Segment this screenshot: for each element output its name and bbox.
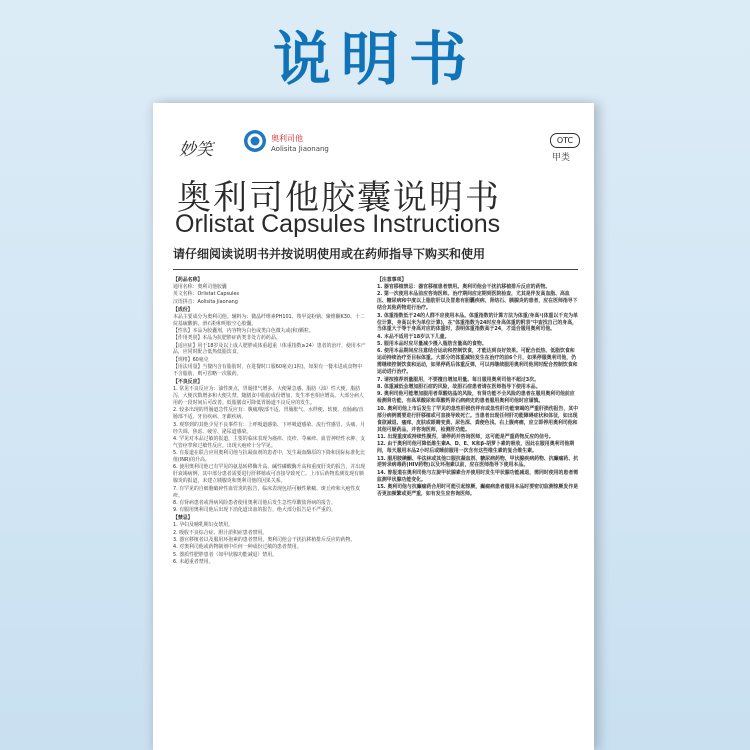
title-english: Orlistat Capsules Instructions	[175, 210, 501, 238]
paragraph: 【作用类别】本品为抗肥胖症药类非处方药药品。	[173, 335, 281, 342]
paragraph: 汉语拼音：Aolisita Jiaonang	[173, 298, 238, 305]
paragraph: 【用法用量】当餐内含有脂肪时，在进餐时口服60毫克(1粒)。如果有一餐未进或食物中不含脂肪，则可省略一次服药。	[173, 364, 363, 378]
title-chinese: 奥利司他胶囊说明书	[177, 178, 501, 218]
paragraph: 【规格】60毫克	[173, 356, 209, 363]
paragraph: 4. 对奥利司他或药物制剂中任何一种成份过敏的患者禁用。	[173, 544, 302, 551]
paragraph: 15. 奥利司他与抗癫痫药合用时可能引起惊厥，癫痫病患者服用本品时要密切监测惊厥发作是否更加频繁或更严重，如有发生应咨询医师。	[377, 484, 579, 498]
paragraph: 2. 第一次使用本品前应咨询医师。治疗期间应定期到医院检查，尤其是伴发高血脂、高血压、糖尿病和中度以上脂肪肝以及冒患有胆囊疾病、肾结石、胰腺炎的患者，应在医师指导下结合其他药物进行治疗。	[377, 291, 578, 312]
paragraph: 14. 曾报道在奥利司他与左旋甲状腺素合并使用时发生甲状腺功能减退，需同时使用的患者需监测甲状腺功能变化。	[377, 469, 579, 483]
paragraph: 通用名称：奥利司他胶囊	[173, 283, 227, 290]
right-column	[377, 276, 579, 498]
paragraph: 12. 由于奥利司他可降低维生素A、D、E、K和β-胡萝卜素的吸收，因此在服用奥利司他期间，每天服用本品2小时后或睡前服用一次含有这些维生素的复合维生素。	[377, 441, 575, 455]
paragraph: 11. 出现重度或持续性腹泻，请停药并咨询医师，这可能是严重药物反应的信号。	[377, 433, 554, 440]
paragraph: 2. 吸收不良综合症、胆汁淤积症患者禁用。	[173, 529, 268, 536]
brand-badge-icon	[243, 129, 267, 157]
paragraph: 9. 奥利司他可能增加服用者草酸结晶的风险，有肾功能不全风险的患者在服用奥利司他前应检测肾功能，有高草酸尿和草酸钙肾石病病史的患者服用奥利司他时应谨慎。	[377, 391, 575, 405]
paragraph: 4. 本品不适用于18岁以下儿童。	[377, 333, 450, 340]
paragraph: 8. 体重减低会增加胆石症的风险，故胆石症患者请在医师指导下使用本品。	[377, 384, 541, 391]
paragraph: 6. 使用奥利司他已有罕见的氨基转移酶升高、碱性磷酸酶升高和重度肝炎的报告，并出现肝衰竭病例，其中部分患者需要进行肝移植或可直接导致死亡。上市后药物监测发现有胰腺炎的报道，未建立胰腺炎和奥利司他的因果关系。	[173, 464, 366, 485]
reading-notice: 请仔细阅读说明书并按说明使用或在药师指导下购买和使用	[173, 247, 486, 261]
paragraph: 【适应症】用于18岁及以上成人肥胖或体重超重（体重指数≥24）患者的治疗，使用本产品，应同时配合低热低脂饮食。	[173, 342, 366, 356]
section-heading: 【不良反应】	[173, 379, 203, 386]
brand-badge-label: 奥利司他	[271, 134, 303, 143]
section-heading: 【禁忌】	[173, 515, 193, 522]
section-heading: 【成份】	[173, 306, 193, 313]
paragraph: 6. 使用本品期间应注意结合运动和控制饮食，才能达到良好效果。可配合低热、低脂饮食和运动持续治疗至目标体重。大部分的体重减轻发生在治疗的前6个月，如果停服奥利司他，仍需继续控制饮食和运动，如果停药后体重反弹，可以再继续服用奥利司他同时配合控制饮食和运动进行治疗。	[377, 348, 578, 376]
paragraph: 10. 奥利司他上市后发生了罕见的急性肝损伤伴有或急性肝功能衰竭的严重肝损伤报告，其中部分病例需要进行肝移植或可直接导致死亡。当患者出现任何肝功能障碍症状和体征，如出现食欲减退、瘙痒、皮肤或眼睛变黄、尿色深、粪便色浅、右上腹疼痛，应立即停用奥利司他和其他可疑药品，并咨询医师，检测肝功能。	[377, 405, 579, 433]
paragraph: 【性状】本品为胶囊剂，内容物为白色或类白色微丸或(和)颗粒。	[173, 327, 314, 334]
otc-badge: OTC	[550, 133, 580, 148]
paragraph: 9. 有服用奥利司他后出现下消化道出血的报告，绝大部分报告是不严重的。	[173, 507, 336, 514]
paragraph: 7. 请按推荐剂量服用，不要擅自增加用量。每日服用奥利司他不超过3次。	[377, 376, 539, 383]
paragraph: 英文名称：Orlistat Capsules	[173, 291, 240, 298]
paragraph: 13. 服用胺碘酮、华法林或其他口服抗凝血剂、糖尿病药物、甲状腺疾病药物、抗癫痫药、抗逆转录病毒药(HIV药物)以及环孢素以前，应在医师指导下使用本品。	[377, 455, 579, 469]
paragraph: 6. 未超重者禁用。	[173, 558, 214, 565]
otc-category: 甲类	[552, 153, 571, 163]
paragraph: 2. 较多出现的胃肠道急性反应有：腹痛/腹部不适、胃肠胀气、水样便、软便、直肠痛/直肠部不适、牙齿疾病、牙龈疾病。	[173, 407, 364, 421]
brand-badge-pinyin: Aolisita Jiaonang	[271, 145, 329, 153]
instruction-sheet	[153, 103, 594, 750]
paragraph: 8. 有肾病患者或肾病风险患者使用奥利司他后发生急性草酸盐肾病的报告。	[173, 500, 336, 507]
paragraph: 本品主要成分为奥利司他。辅料为：微晶纤维素PH101、羧甲淀粉钠、聚维酮K30、十二烷基硫酸钠、滑石粉和明胶空心胶囊。	[173, 313, 365, 327]
banner-title: 说明书	[272, 25, 477, 93]
paragraph: 1. 孕妇及哺乳期妇女禁用。	[173, 522, 234, 529]
paragraph: 3. 器官移植者以及服用环孢素的患者禁用。奥利司他会干扰抗移植排斥反应的药物。	[173, 536, 356, 543]
divider	[173, 269, 578, 270]
paragraph: 7. 有罕见的自细胞破碎性血管炎的报告，临床表现包括可触性紫癜、斑丘疹和大疱性皮疹。	[173, 485, 361, 499]
section-heading: 【药品名称】	[173, 277, 203, 283]
paragraph: 4. 罕见对本品过敏的报道，主要的临床表现为瘙痒、皮疹、荨麻疹、血管神经性水肿、支气管痉挛和过敏性反应。出现大疱疹十分罕见。	[173, 435, 366, 449]
paragraph: 5. 器质性肥胖患者（如甲状腺功能减退）禁用。	[173, 551, 278, 558]
paragraph: 5. 有报道在联合应用奥利司他与抗凝血剂的患者中，发生凝血酶原的下降和国际标准化比值(INR)的升高。	[173, 450, 366, 464]
paragraph: 5. 服用本品时应尽量减少摄入脂肪含量高的食物。	[377, 341, 487, 348]
brand-logo: 妙笑	[179, 140, 213, 160]
section-heading: 【注意事项】	[377, 277, 407, 283]
paragraph: 3. 体重指数低于24的人群不应使用本品。体重指数的计算方法为体重/身高²(体重以千克为单位计算，身高以米为单位计算)，在"体重指数为24时应身高体重的附表"中查找自己的身高，当体重大于等于身高对应的体重时，表明体重指数高于24，才适合服用奥利司他。	[377, 312, 578, 333]
paragraph: 3. 观察到的其他少见不良事件有：上呼吸道感染、下呼吸道感染、流行性感冒、头痛、月经失调、焦虑、疲劳、泌尿道感染。	[173, 421, 366, 435]
left-column	[173, 276, 366, 566]
paragraph: 1. 器官移植禁忌：器官移植患者禁用。奥利司他会干扰抗移植排斥反应的药物。	[377, 283, 551, 290]
paragraph: 1. 常见不良反应为：油性斑点，胃肠排气增多，大便紧急感，脂肪（油）性大便，脂肪泻，大便次数增多和大便失禁。随膳食中脂肪成份增加，发生率也相应增高。大部分病人用药一段时间后可改善。低脂膳食可降低胃肠道不良反应的发生。	[173, 386, 364, 406]
